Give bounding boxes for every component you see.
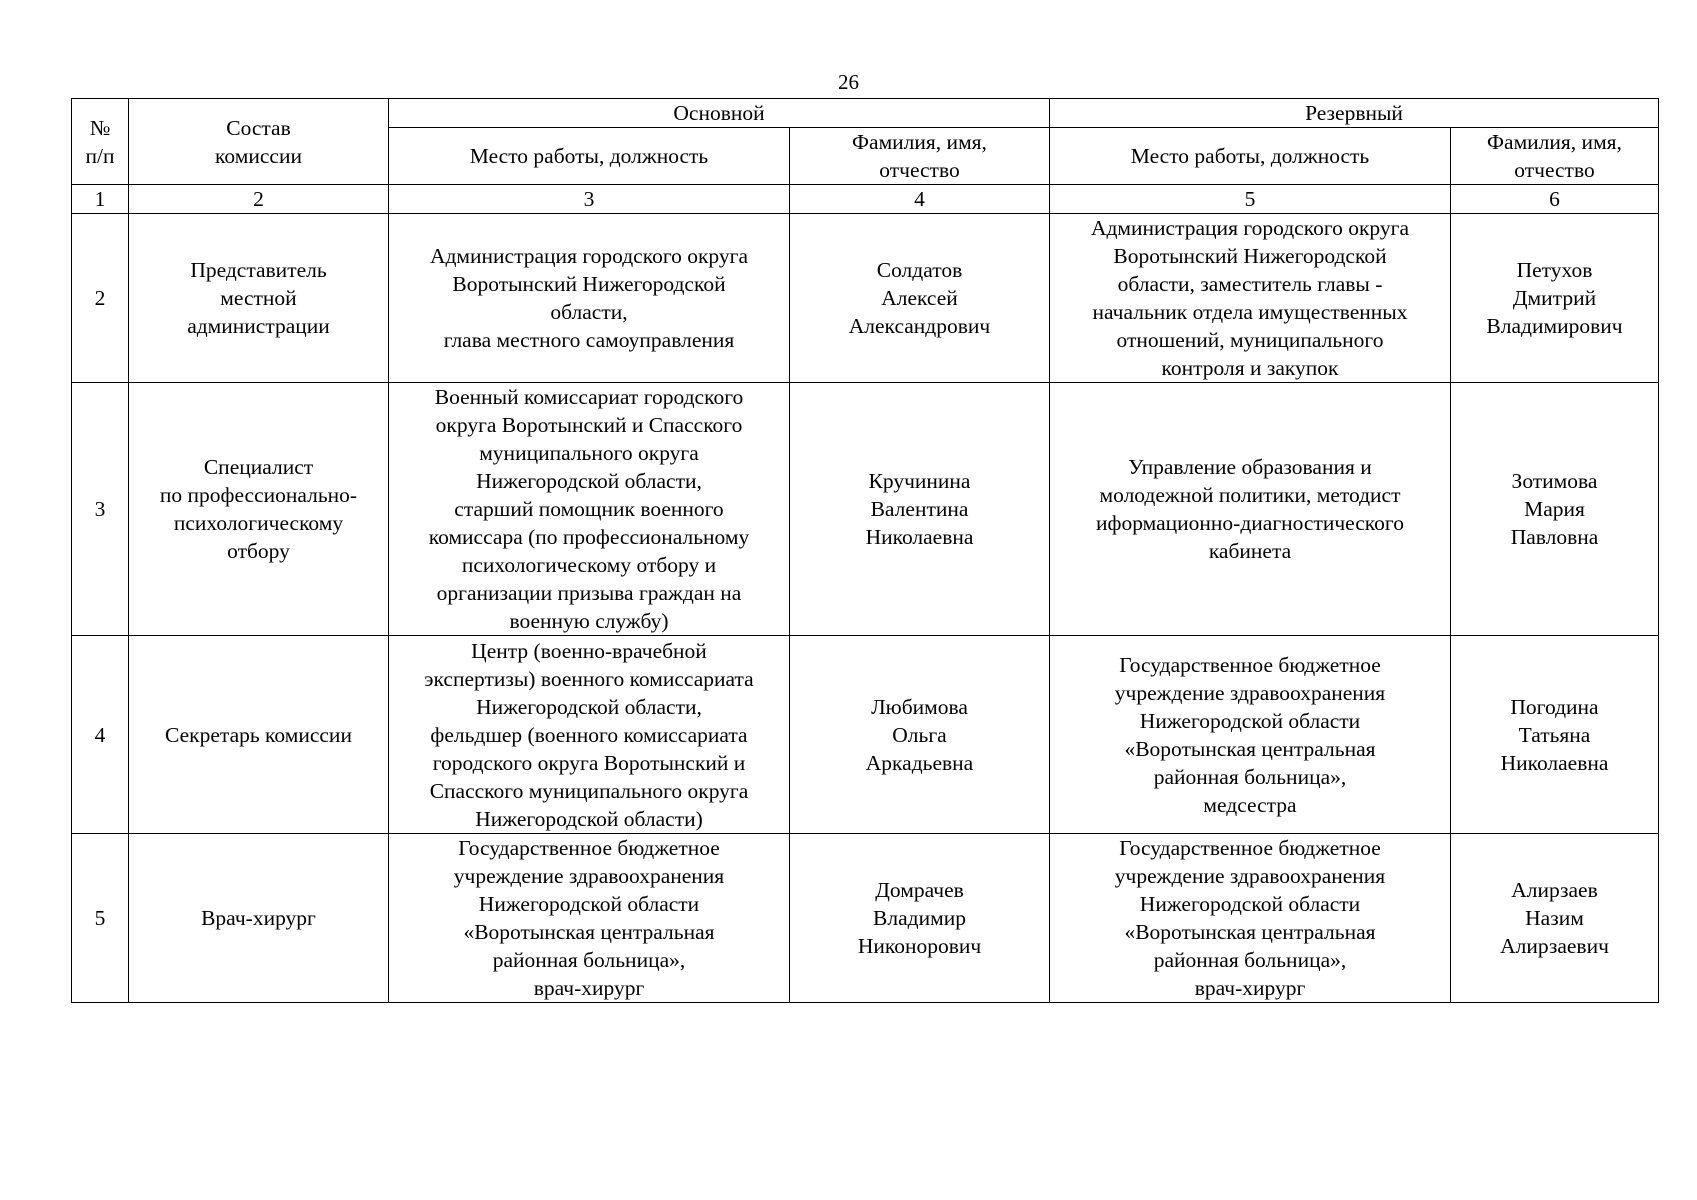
column-number: 3 [389,185,790,214]
row-reserve-fio: Петухов Дмитрий Владимирович [1451,214,1659,383]
column-number-row [72,185,1659,214]
row-num: 4 [72,636,129,834]
header-reserve-fio: Фамилия, имя, отчество [1451,128,1659,185]
row-main-workplace: Государственное бюджетное учреждение здравоохранения Нижегородской области «Воротынская центральная районная больница», врач-хирург [389,834,790,1003]
row-reserve-workplace: Государственное бюджетное учреждение здравоохранения Нижегородской области «Воротынская центральная районная больница», медсестра [1050,636,1451,834]
row-main-fio: Любимова Ольга Аркадьевна [790,636,1050,834]
header-row-groups [72,99,1659,128]
row-num: 5 [72,834,129,1003]
column-number: 6 [1451,185,1659,214]
header-main-fio: Фамилия, имя, отчество [790,128,1050,185]
row-num: 2 [72,214,129,383]
column-number: 4 [790,185,1050,214]
row-main-fio: Кручинина Валентина Николаевна [790,383,1050,636]
table-row [72,834,1659,1003]
row-reserve-workplace: Управление образования и молодежной политики, методист иформационно-диагностического кабинета [1050,383,1451,636]
column-number: 2 [129,185,389,214]
row-main-fio: Домрачев Владимир Никонорович [790,834,1050,1003]
table-row [72,636,1659,834]
row-reserve-fio: Зотимова Мария Павловна [1451,383,1659,636]
header-reserve-group: Резервный [1050,99,1659,128]
row-composition: Представитель местной администрации [129,214,389,383]
header-main-group: Основной [389,99,1050,128]
row-main-fio: Солдатов Алексей Александрович [790,214,1050,383]
row-reserve-workplace: Государственное бюджетное учреждение здравоохранения Нижегородской области «Воротынская центральная районная больница», врач-хирург [1050,834,1451,1003]
header-composition: Состав комиссии [129,99,389,185]
row-main-workplace: Военный комиссариат городского округа Воротынский и Спасского муниципального округа Нижегородской области, старший помощник военного комиссара (по профессиональному психологическому отбору и организации призыва граждан на военную службу) [389,383,790,636]
row-main-workplace: Центр (военно-врачебной экспертизы) военного комиссариата Нижегородской области, фельдшер (военного комиссариата городского округа Воротынский и Спасского муниципального округа Нижегородской области) [389,636,790,834]
row-composition: Секретарь комиссии [129,636,389,834]
row-composition: Специалист по профессионально- психологическому отбору [129,383,389,636]
column-number: 1 [72,185,129,214]
column-number: 5 [1050,185,1451,214]
row-reserve-workplace: Администрация городского округа Воротынский Нижегородской области, заместитель главы - начальник отдела имущественных отношений, муниципального контроля и закупок [1050,214,1451,383]
header-reserve-workplace: Место работы, должность [1050,128,1451,185]
row-num: 3 [72,383,129,636]
row-reserve-fio: Погодина Татьяна Николаевна [1451,636,1659,834]
table-row [72,214,1659,383]
row-reserve-fio: Алирзаев Назим Алирзаевич [1451,834,1659,1003]
page-number: 26 [838,70,859,94]
header-main-workplace: Место работы, должность [389,128,790,185]
header-num: № п/п [72,99,129,185]
row-main-workplace: Администрация городского округа Воротынский Нижегородской области, глава местного самоуправления [389,214,790,383]
table-row [72,383,1659,636]
commission-table [71,98,1659,1003]
row-composition: Врач-хирург [129,834,389,1003]
